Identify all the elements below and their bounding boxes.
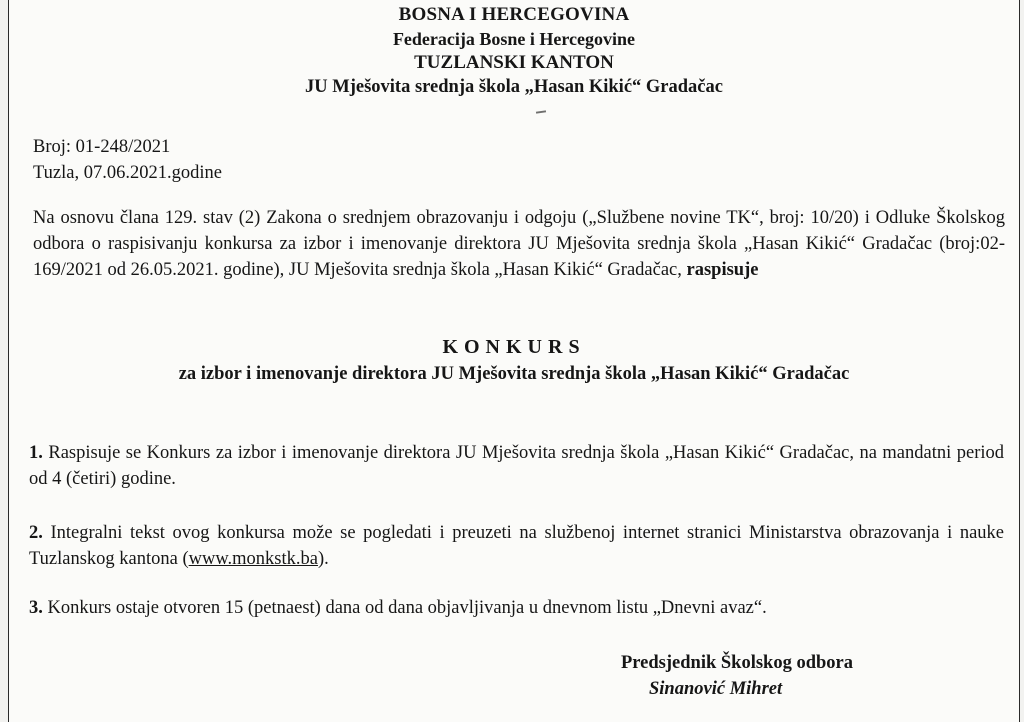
item-text: Raspisuje se Konkurs za izbor i imenovanje direktora JU Mješovita srednja škola „Hasan Kikić“ Gradačac, na mandatni period od 4 (četiri) godine. <box>29 443 1004 489</box>
list-item <box>29 595 1004 621</box>
intro-paragraph <box>33 205 1005 283</box>
item-text-before: Integralni tekst ovog konkursa može se pogledati i preuzeti na službenoj internet stranici Ministarstva obrazovanja i nauke Tuzlanskog kantona ( <box>29 523 1004 569</box>
konkurs-subtitle: za izbor i imenovanje direktora JU Mješovita srednja škola „Hasan Kikić“ Gradačac <box>178 364 850 384</box>
list-item <box>29 520 1004 572</box>
header-school: JU Mješovita srednja škola „Hasan Kikić“ Gradačac <box>305 77 723 97</box>
document-place-date: Tuzla, 07.06.2021.godine <box>33 163 222 183</box>
intro-emphasis: raspisuje <box>686 260 759 280</box>
header-canton: TUZLANSKI KANTON <box>414 52 614 73</box>
list-item <box>29 440 1004 492</box>
header-federation: Federacija Bosne i Hercegovine <box>392 29 636 49</box>
document-header <box>9 3 1019 99</box>
signature-block <box>621 650 853 702</box>
item-number: 3. <box>29 598 43 618</box>
item-number: 2. <box>29 523 43 543</box>
document-number: Broj: 01-248/2021 <box>33 137 171 157</box>
document-page <box>8 0 1020 722</box>
header-country: BOSNA I HERCEGOVINA <box>398 4 630 25</box>
document-meta <box>33 134 222 186</box>
item-number: 1. <box>29 443 43 463</box>
konkurs-title: KONKURS <box>442 336 586 358</box>
intro-text: Na osnovu člana 129. stav (2) Zakona o srednjem obrazovanju i odgoju („Službene novine TK“, broj: 10/20) i Odluke Školskog odbora o raspisivanju konkursa za izbor i imenovanje direktora JU Mješovita srednja škola „Hasan Kikić“ Gradačac (broj:02-169/2021 od 26.05.2021. godine), JU Mješovita srednja škola „Hasan Kikić“ Gradačac, <box>33 208 1005 280</box>
pen-mark <box>536 110 546 113</box>
signature-name: Sinanović Mihret <box>649 679 783 699</box>
website-link[interactable]: www.monkstk.ba <box>188 549 318 569</box>
item-text-after: ). <box>317 549 329 569</box>
item-text: Konkurs ostaje otvoren 15 (petnaest) dana od dana objavljivanja u dnevnom listu „Dnevni avaz“. <box>47 598 767 618</box>
signature-role: Predsjednik Školskog odbora <box>621 653 853 673</box>
